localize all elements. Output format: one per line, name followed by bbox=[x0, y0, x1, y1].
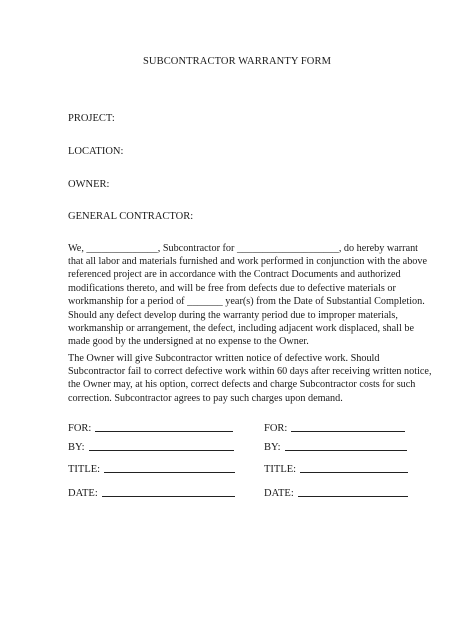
right-by-label: BY: bbox=[264, 442, 281, 453]
left-for-row bbox=[68, 420, 233, 434]
paragraph-line: correction. Subcontractor agrees to pay such charges upon demand. bbox=[68, 392, 343, 404]
left-for-signature-line[interactable] bbox=[95, 431, 233, 432]
left-by-row bbox=[68, 439, 234, 453]
left-date-label: DATE: bbox=[68, 488, 98, 499]
project-label: PROJECT: bbox=[68, 113, 115, 124]
paragraph-line: Should any defect develop during the warranty period due to improper materials, bbox=[68, 310, 398, 321]
paragraph-line: the Owner may, at his option, correct defects and charge Subcontractor costs for such bbox=[68, 379, 416, 391]
paragraph-line: workmanship for a period of _______ year(s) from the Date of Substantial Completion. bbox=[68, 295, 425, 307]
owner-label: OWNER: bbox=[68, 179, 110, 190]
left-for-label: FOR: bbox=[68, 423, 92, 434]
left-title-label: TITLE: bbox=[68, 464, 101, 475]
paragraph-line: workmanship or arrangement, the defect, including adjacent work displaced, shall be bbox=[68, 323, 414, 335]
paragraph-line: modifications thereto, and will be free from defects due to defective materials or bbox=[68, 282, 396, 294]
form-title: SUBCONTRACTOR WARRANTY FORM bbox=[142, 56, 332, 67]
left-title-signature-line[interactable] bbox=[104, 472, 235, 473]
right-date-label: DATE: bbox=[264, 488, 294, 499]
left-date-row bbox=[68, 485, 235, 499]
right-date-row bbox=[264, 485, 408, 499]
right-for-label: FOR: bbox=[264, 423, 288, 434]
right-title-label: TITLE: bbox=[264, 464, 297, 475]
paragraph-line: The Owner will give Subcontractor written notice of defective work. Should bbox=[68, 353, 380, 364]
right-date-signature-line[interactable] bbox=[298, 496, 408, 497]
defect-paragraph bbox=[68, 309, 418, 349]
right-title-row bbox=[264, 461, 408, 475]
location-label: LOCATION: bbox=[68, 146, 124, 157]
right-for-row bbox=[264, 420, 405, 434]
left-by-label: BY: bbox=[68, 442, 85, 453]
left-title-row bbox=[68, 461, 235, 475]
right-for-signature-line[interactable] bbox=[291, 431, 405, 432]
right-title-signature-line[interactable] bbox=[300, 472, 408, 473]
right-by-signature-line[interactable] bbox=[285, 450, 407, 451]
right-by-row bbox=[264, 439, 407, 453]
warranty-paragraph bbox=[68, 242, 427, 308]
left-date-signature-line[interactable] bbox=[102, 496, 235, 497]
paragraph-line: referenced project are in accordance with the Contract Documents and authorized bbox=[68, 269, 401, 281]
general-contractor-label: GENERAL CONTRACTOR: bbox=[68, 211, 194, 222]
paragraph-line: that all labor and materials furnished and work performed in conjunction with the above bbox=[68, 256, 427, 268]
paragraph-line: Subcontractor fail to correct defective work within 60 days after receiving written notice, bbox=[68, 366, 432, 378]
notice-paragraph bbox=[68, 352, 432, 405]
paragraph-line: made good by the undersigned at no expense to the Owner. bbox=[68, 336, 309, 348]
paragraph-line: We, ______________, Subcontractor for ____________________, do hereby warrant bbox=[68, 243, 419, 254]
left-by-signature-line[interactable] bbox=[89, 450, 234, 451]
